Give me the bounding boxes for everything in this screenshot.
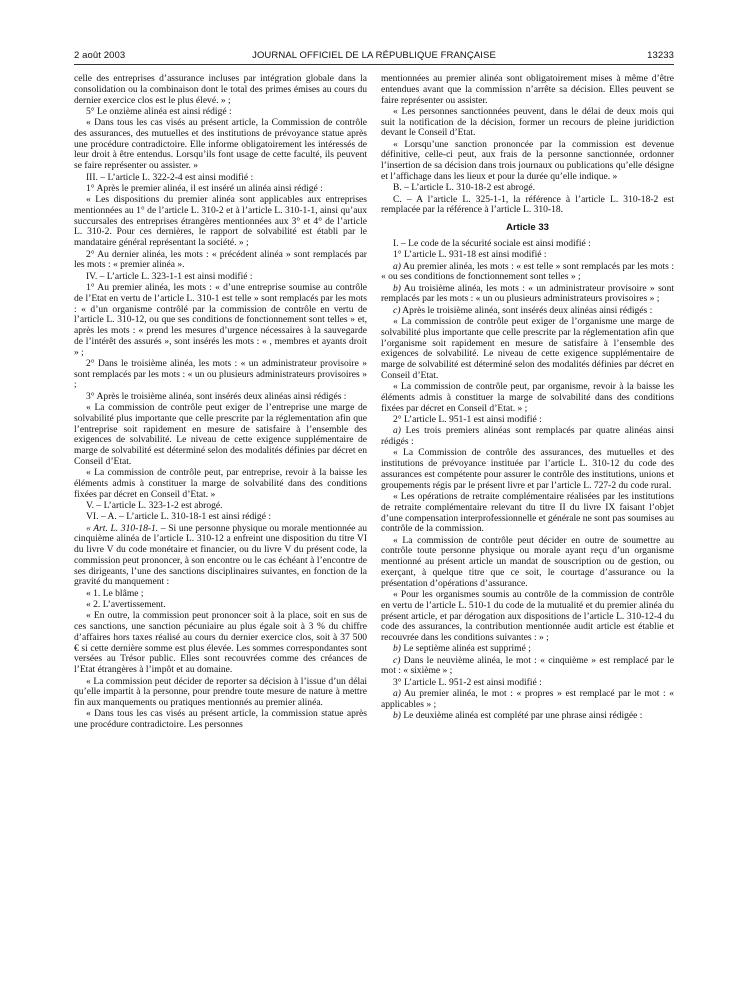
paragraph xyxy=(381,74,674,106)
page-header xyxy=(74,44,674,60)
paragraph-text: 2° Au dernier alinéa, les mots : « précédent alinéa » sont remplacés par les mots : « premier alinéa ». xyxy=(74,248,367,271)
paragraph-text: « La commission de contrôle peut, par entreprise, revoir à la baisse les éléments admis à constituer la marge de solvabilité dans des conditions fixées par décret en Conseil d’Etat. » xyxy=(74,467,367,500)
paragraph xyxy=(74,589,367,600)
paragraph-text: Au troisième alinéa, les mots : « un administrateur provisoire » sont remplacés par les mots : « un ou plusieurs administrateurs provisoires » ; xyxy=(381,282,674,305)
paragraph-text: Les trois premiers alinéas sont remplacés par quatre alinéas ainsi rédigés : xyxy=(381,425,674,448)
right-column-after-heading xyxy=(381,239,674,722)
paragraph-text: IV. – L’article L. 323-1-1 est ainsi modifié : xyxy=(86,270,253,282)
paragraph xyxy=(74,184,367,195)
paragraph-text: Dans le neuvième alinéa, le mot : « cinquième » est remplacé par le mot : « sixième » ; xyxy=(381,654,674,677)
header-date: 2 août 2003 xyxy=(74,50,126,61)
left-column xyxy=(74,74,367,731)
paragraph xyxy=(381,306,674,317)
paragraph-text: Après le troisième alinéa, sont insérés deux alinéas ainsi rédigés : xyxy=(400,304,653,316)
paragraph xyxy=(381,239,674,250)
paragraph-italic-lead: a) xyxy=(393,688,401,700)
paragraph xyxy=(74,250,367,272)
paragraph-italic-lead: c) xyxy=(393,654,401,666)
article-heading: Article 33 xyxy=(506,222,549,234)
paragraph xyxy=(381,250,674,261)
paragraph-text: « Les personnes sanctionnées peuvent, dans le délai de deux mois qui suit la notification de la décision, former un recours de pleine juridiction devant le Conseil d’Etat. xyxy=(381,105,674,139)
paragraph xyxy=(74,392,367,403)
paragraph-italic-lead: b) xyxy=(393,710,401,722)
paragraph xyxy=(74,272,367,283)
header-journal-title: JOURNAL OFFICIEL DE LA RÉPUBLIQUE FRANÇAISE xyxy=(252,50,496,61)
paragraph-text: « En outre, la commission peut prononcer soit à la place, soit en sus de ces sanctions, une sanction pécuniaire au plus égale soit à 3 % du chiffre d’affaires hors taxes réalisé au cours du dernier exercice clos, soit à 37 500 € si cette dernière somme est plus élevée. Les sommes correspondantes sont versées au Trésor public. Elles sont recouvrées comme des créances de l’Etat étrangères à l’impôt et au domaine. xyxy=(74,610,367,676)
paragraph xyxy=(381,590,674,644)
paragraph-text: « La commission de contrôle peut, par organisme, revoir à la baisse les éléments admis à constituer la marge de solvabilité dans des conditions fixées par décret en Conseil d’Etat. » ; xyxy=(381,381,674,414)
paragraph-text: C. – A l’article L. 325-1-1, la référence à l’article L. 310-18-2 est remplacée par la référence à l’article L. 310-18. xyxy=(381,193,674,216)
paragraph-text: « 1. Le blâme ; xyxy=(86,587,144,599)
paragraph-text: 3° Après le troisième alinéa, sont insérés deux alinéas ainsi rédigés : xyxy=(86,390,347,402)
paragraph-text: « Les dispositions du premier alinéa sont applicables aux entreprises mentionnées au 1° de l’article L. 310-2 et à l’article L. 310-1-1, ainsi qu’aux succursales des entreprises étrangères mentionnées aux 3° et 4° de l’article L. 310-2. Pour ces dernières, le rapport de solvabilité est établi par le mandataire général représentant la société. » ; xyxy=(74,194,367,249)
paragraph xyxy=(381,195,674,217)
paragraph-italic-lead: a) xyxy=(393,260,401,272)
paragraph xyxy=(381,492,674,535)
paragraph xyxy=(74,173,367,184)
paragraph xyxy=(381,415,674,426)
paragraph-text: 1° Au premier alinéa, les mots : « d’une entreprise soumise au contrôle de l’Etat en vertu de l’article L. 310-1 est telle » sont remplacés par les mots : « d’un organisme contrôlé par la commission de contrôle en vertu de l’article L. 310-12, ou que ses conditions de fonctionnement sont telles » et, après les mots : « prend les mesures d’urgence nécessaires à la sauvegarde de l’intérêt des assurés », sont insérés les mots : « , membres et ayants droit » ; xyxy=(74,282,367,358)
paragraph-text: « Pour les organismes soumis au contrôle de la commission de contrôle en vertu de l’article L. 510-1 du code de la mutualité et du premier alinéa du présent article, et par dérogation aux dispositions de l’article L. 310-12-4 du code des assurances, la contribution mentionnée audit article est établie et recouvrée dans les conditions suivantes : » ; xyxy=(381,589,674,643)
paragraph-text: 3° L’article L. 951-2 est ainsi modifié : xyxy=(393,676,542,688)
header-rule xyxy=(74,64,674,65)
paragraph-text: III. – L’article L. 322-2-4 est ainsi modifié : xyxy=(86,171,254,183)
paragraph-text: Au premier alinéa, le mot : « propres » est remplacé par le mot : « applicables » ; xyxy=(381,688,674,710)
paragraph xyxy=(74,677,367,709)
paragraph-text: « Lorsqu’une sanction prononcée par la commission est devenue définitive, celle-ci peut, aux frais de la personne sanctionnée, ordonner l’insertion de sa décision dans trois journaux ou publications qu’elle désigne et l’affichage dans les lieux et pour la durée qu’elle indique. » xyxy=(381,138,674,182)
paragraph-text: « La commission de contrôle peut exiger de l’entreprise une marge de solvabilité plus importante que celle prescrite par la réglementation afin que l’entreprise soit rapidement en mesure de satisfaire à l’ensemble des exigences de solvabilité. Le niveau de cette exigence supplémentaire de marge de solvabilité est déterminé selon des modalités définies par décret en Conseil d’Etat. xyxy=(74,402,367,467)
paragraph xyxy=(74,512,367,523)
paragraph xyxy=(74,74,367,106)
paragraph-text: « La commission peut décider de reporter sa décision à l’issue d’un délai qu’elle impartit à la personne, pour prendre toute mesure de nature à mettre fin aux manquements ou pratiques mentionnés au premier alinéa. xyxy=(74,675,367,709)
paragraph xyxy=(74,195,367,249)
paragraph xyxy=(74,501,367,512)
paragraph xyxy=(74,611,367,676)
paragraph-italic-lead: c) xyxy=(393,304,401,316)
paragraph xyxy=(74,709,367,731)
paragraph-text: V. – L’article L. 323-1-2 est abrogé. xyxy=(86,499,223,511)
paragraph xyxy=(381,317,674,382)
paragraph-italic-lead: a) xyxy=(393,425,401,437)
paragraph-text: celle des entreprises d’assurance incluses par intégration globale dans la consolidation ou la combinaison dont le total des primes émises au cours du dernier exercice clos est le plus élevé. » ; xyxy=(74,73,367,106)
paragraph xyxy=(74,118,367,172)
paragraph-text: B. – L’article L. 310-18-2 est abrogé. xyxy=(393,182,536,194)
paragraph-text: mentionnées au premier alinéa sont obligatoirement mises à même d’être entendues avant que la commission n’arrête sa décision. Elles peuvent se faire représenter ou assister. xyxy=(381,73,674,106)
paragraph xyxy=(381,656,674,678)
paragraph xyxy=(381,284,674,306)
paragraph xyxy=(381,689,674,711)
paragraph-text: 2° L’article L. 951-1 est ainsi modifié : xyxy=(393,414,542,426)
header-page-number: 13233 xyxy=(647,50,674,61)
right-column-before-heading xyxy=(381,74,674,216)
paragraph-text: « Les opérations de retraite complémentaire réalisées par les institutions de retraite complémentaire relevant du titre II du livre IX faisant l’objet d’une compensation interprofessionnelle et générale ne sont pas soumises au contrôle de la commission. xyxy=(381,491,674,535)
paragraph xyxy=(74,403,367,468)
paragraph-text: I. – Le code de la sécurité sociale est ainsi modifié : xyxy=(393,237,591,249)
paragraph xyxy=(381,644,674,655)
paragraph-text: 2° Dans le troisième alinéa, les mots : « un administrateur provisoire » sont remplacés par les mots : « un ou plusieurs administrateurs provisoires » ; xyxy=(74,357,367,391)
paragraph-text: Le deuxième alinéa est complété par une phrase ainsi rédigée : xyxy=(400,710,643,722)
paragraph-text: « La commission de contrôle peut décider en outre de soumettre au contrôle toute personne physique ou morale ayant reçu d’un organisme mentionné au présent article un mandat de souscription ou de gestion, ou exerçant, à quelque titre que ce soit, le courtage d’assurance ou la présentation d’opérations d’assurance. xyxy=(381,534,674,589)
paragraph xyxy=(381,107,674,139)
paragraph-italic-lead: b) xyxy=(393,643,401,655)
paragraph-text: Au premier alinéa, les mots : « est telle » sont remplacés par les mots : « ou ses conditions de fonctionnement sont telles » ; xyxy=(381,260,674,283)
paragraph xyxy=(74,359,367,391)
paragraph xyxy=(74,468,367,500)
paragraph-text: – Si une personne physique ou morale mentionnée au cinquième alinéa de l’article L. 310-12 a enfreint une disposition du titre VI du livre V du code monétaire et financier, ou du livre V du présent code, la commission peut prononcer, à son encontre ou le cas échéant à l’encontre de ses dirigeants, l’une des sanctions disciplinaires suivantes, en fonction de la gravité du manquement : xyxy=(74,522,367,588)
paragraph-text: « La Commission de contrôle des assurances, des mutuelles et des institutions de prévoyance instituée par l’article L. 310-12 du code des assurances est compétente pour assurer le contrôle des institutions, unions et groupements régis par le présent livre et par l’article L. 727-2 du code rural. xyxy=(381,447,674,491)
paragraph xyxy=(74,283,367,358)
paragraph-text: 1° Après le premier alinéa, il est inséré un alinéa ainsi rédigé : xyxy=(86,182,323,194)
paragraph xyxy=(74,524,367,589)
paragraph-text: VI. – A. – L’article L. 310-18-1 est ainsi rédigé : xyxy=(86,511,271,523)
right-column xyxy=(381,74,674,723)
paragraph xyxy=(381,448,674,491)
paragraph xyxy=(381,678,674,689)
paragraph-text: 5° Le onzième alinéa est ainsi rédigé : xyxy=(86,105,232,117)
paragraph xyxy=(381,536,674,590)
paragraph-text: « Dans tous les cas visés au présent article, la Commission de contrôle des assurances, des mutuelles et des institutions de prévoyance statue après une procédure contradictoire. Elle informe obligatoirement les intéressés de leur droit à être entendus. Lorsqu’ils font usage de cette faculté, ils peuvent se faire représenter ou assister. » xyxy=(74,117,367,172)
paragraph xyxy=(381,140,674,183)
paragraph-italic-lead: b) xyxy=(393,282,401,294)
paragraph xyxy=(381,183,674,194)
paragraph xyxy=(74,600,367,611)
paragraph xyxy=(381,711,674,722)
paragraph-text: « Dans tous les cas visés au présent article, la commission statue après une procédure contradictoire. Les personnes xyxy=(74,708,367,731)
paragraph xyxy=(74,107,367,118)
paragraph-text: « La commission de contrôle peut exiger de l’organisme une marge de solvabilité plus importante que celle prescrite par la réglementation afin que l’organisme soit rapidement en mesure de satisfaire à l’ensemble des exigences de solvabilité. Le niveau de cette exigence supplémentaire de marge de solvabilité est déterminé selon des modalités définies par décret en Conseil d’Etat. xyxy=(381,316,674,381)
paragraph xyxy=(381,426,674,448)
paragraph-italic-lead: « Art. L. 310-18-1. xyxy=(86,522,159,534)
paragraph-text: Le septième alinéa est supprimé ; xyxy=(400,643,531,655)
paragraph xyxy=(381,262,674,284)
paragraph-text: 1° L’article L. 931-18 est ainsi modifié : xyxy=(393,249,547,261)
paragraph-text: « 2. L’avertissement. xyxy=(86,599,166,611)
paragraph xyxy=(381,382,674,414)
